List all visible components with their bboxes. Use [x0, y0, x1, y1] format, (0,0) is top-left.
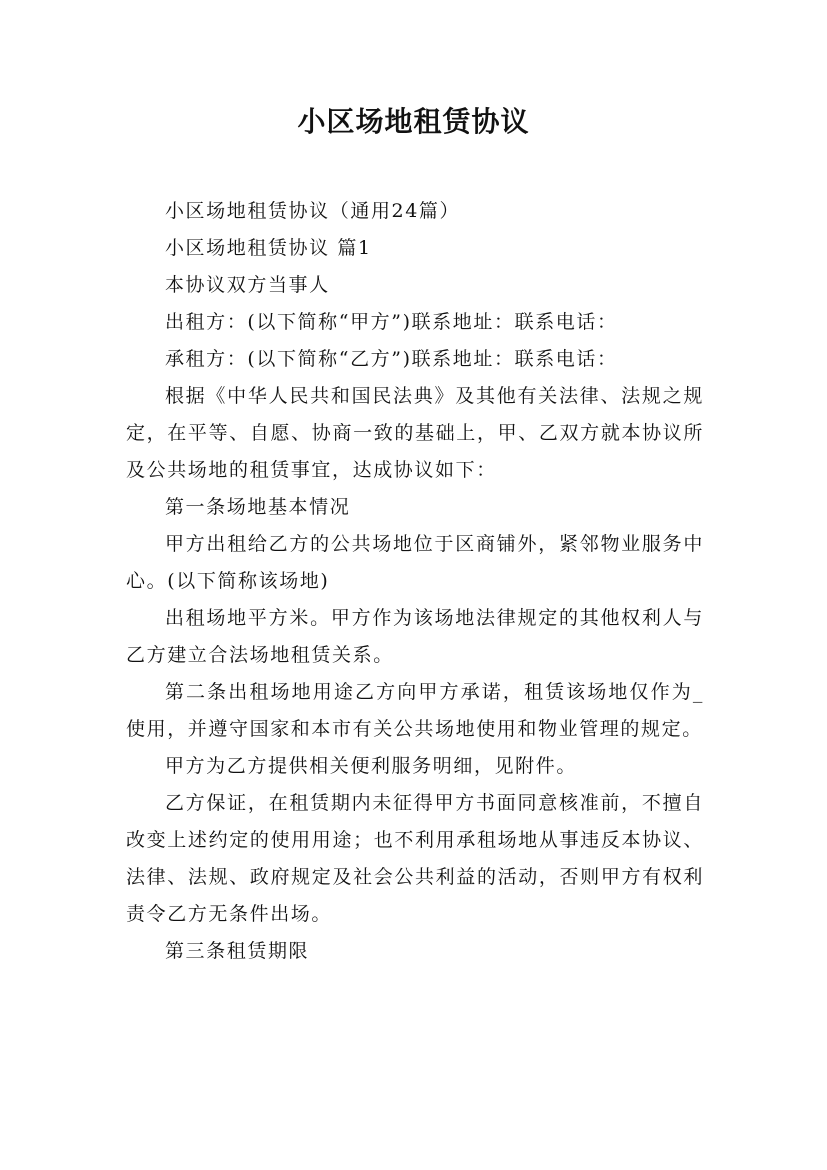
paragraph-services: 甲方为乙方提供相关便利服务明细，见附件。: [164, 755, 577, 777]
document-body: [126, 193, 704, 970]
paragraph-site-location: 甲方出租给乙方的公共场地位于区商铺外，紧邻物业服务中心。(以下简称该场地): [126, 533, 704, 592]
paragraph-legal-basis: 根据《中华人民共和国民法典》及其他有关法律、法规之规定，在平等、自愿、协商一致的基础上，甲、乙双方就本协议所及公共场地的租赁事宜，达成协议如下：: [126, 385, 704, 481]
paragraph-subtitle: 小区场地租赁协议（通用24篇）: [164, 200, 461, 222]
paragraph-site-area: 出租场地平方米。甲方作为该场地法律规定的其他权利人与乙方建立合法场地租赁关系。: [126, 607, 704, 666]
paragraph-lessor: 出租方：(以下简称“甲方”)联系地址：联系电话：: [164, 311, 618, 333]
paragraph-parties-intro: 本协议双方当事人: [164, 274, 330, 296]
paragraph-lessee: 承租方：(以下简称“乙方”)联系地址：联系电话：: [164, 348, 618, 370]
paragraph-article-1-heading: 第一条场地基本情况: [164, 496, 351, 518]
paragraph-section-heading: 小区场地租赁协议 篇1: [164, 237, 372, 259]
paragraph-article-3-heading: 第三条租赁期限: [164, 940, 310, 962]
paragraph-article-2-usage: 第二条出租场地用途乙方向甲方承诺，租赁该场地仅作为_使用，并遵守国家和本市有关公共场地使用和物业管理的规定。: [126, 681, 704, 740]
paragraph-lessee-guarantee: 乙方保证，在租赁期内未征得甲方书面同意核准前，不擅自改变上述约定的使用用途；也不利用承租场地从事违反本协议、法律、法规、政府规定及社会公共利益的活动，否则甲方有权利责令乙方无条件出场。: [126, 792, 704, 925]
document-title: 小区场地租赁协议: [297, 105, 530, 138]
